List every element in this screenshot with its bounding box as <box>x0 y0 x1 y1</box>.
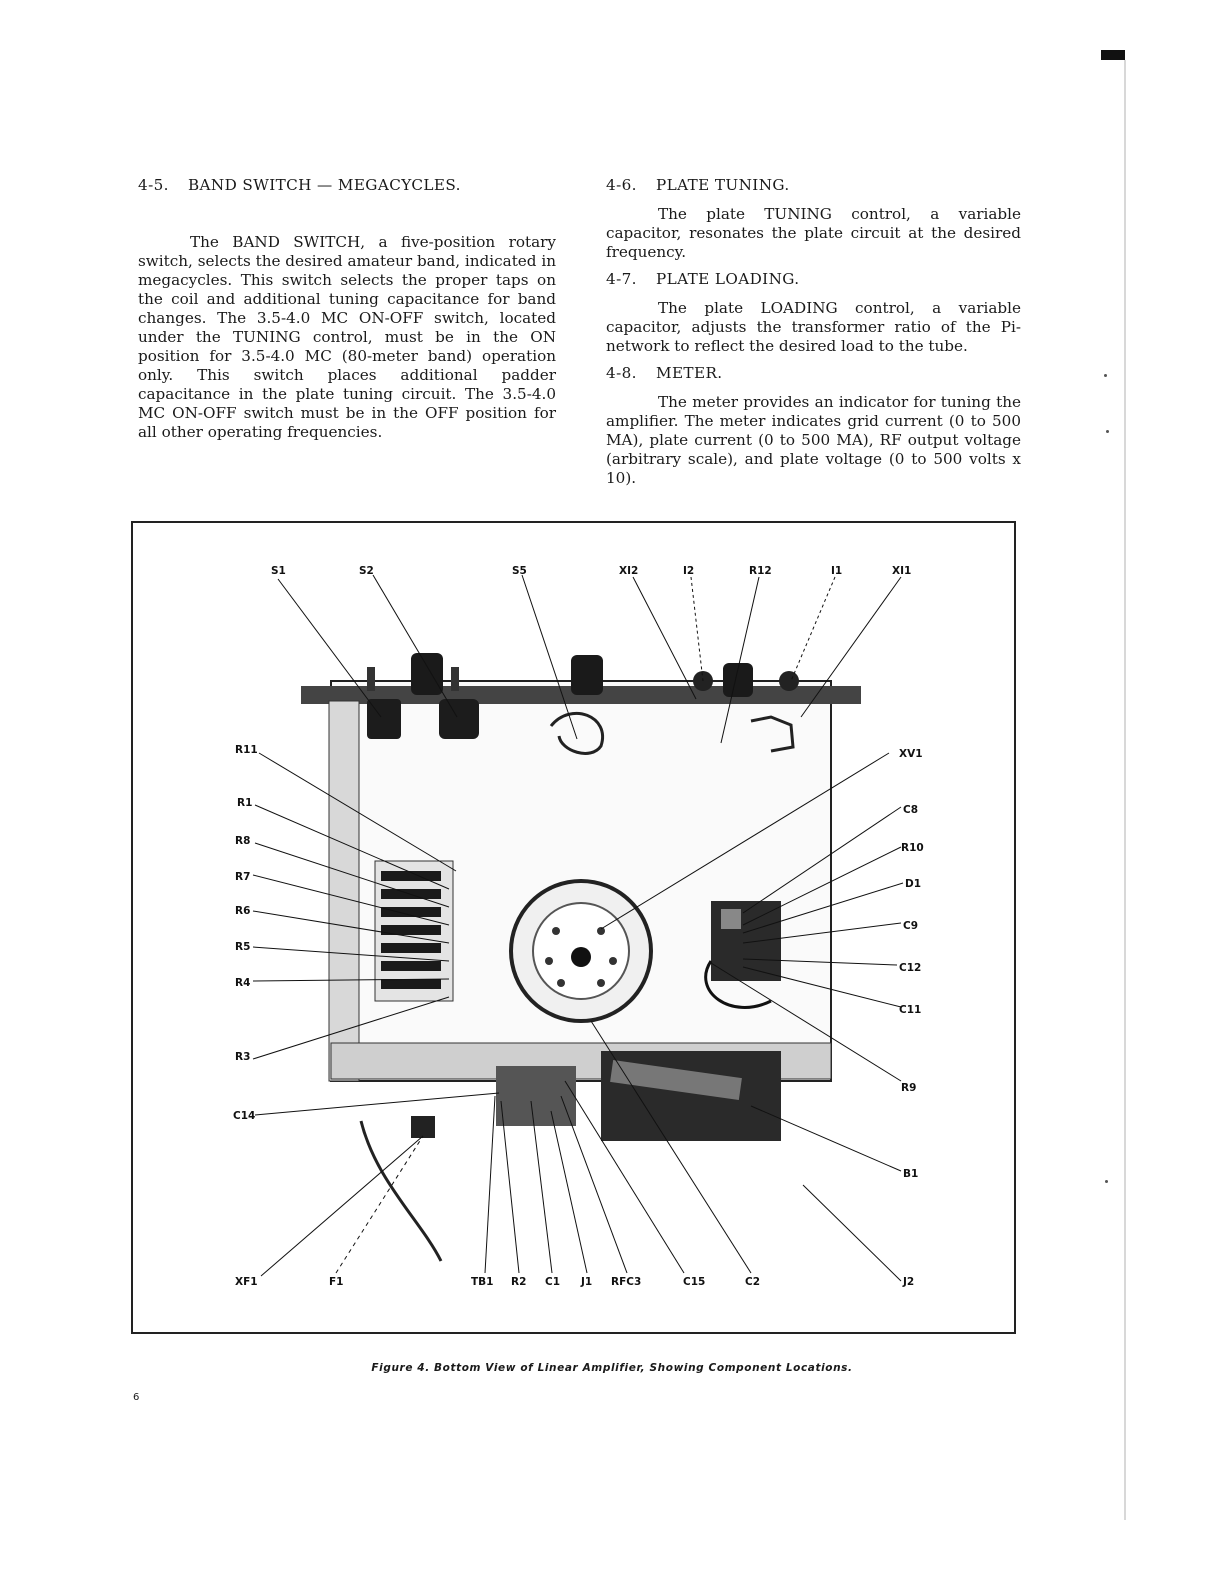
callout-s5: S5 <box>512 565 527 577</box>
callout-c14: C14 <box>233 1110 256 1122</box>
callout-r3: R3 <box>235 1051 251 1063</box>
section-heading-4-8 <box>606 364 1021 383</box>
callout-r5: R5 <box>235 941 251 953</box>
shaft <box>367 667 375 691</box>
knob <box>411 653 443 695</box>
callout-xf1: XF1 <box>235 1276 258 1288</box>
section-number: 4-5. <box>138 176 169 194</box>
callout-b1: B1 <box>903 1168 919 1180</box>
shaft <box>451 667 459 691</box>
section-number: 4-7. <box>606 270 637 288</box>
binding-mark <box>1101 50 1125 60</box>
callout-r7: R7 <box>235 871 251 883</box>
right-column <box>606 176 1021 488</box>
section-heading-4-5 <box>138 176 556 195</box>
callout-c12: C12 <box>899 962 922 974</box>
section-heading-4-6 <box>606 176 1021 195</box>
chassis-photo <box>131 521 1016 1334</box>
callout-c2: C2 <box>745 1276 761 1288</box>
section-title: METER. <box>656 364 723 382</box>
callout-xv1: XV1 <box>899 748 923 760</box>
speck <box>1104 374 1107 377</box>
callout-j2: J2 <box>903 1276 915 1288</box>
callout-c8: C8 <box>903 804 919 816</box>
callout-tb1: TB1 <box>471 1276 494 1288</box>
speck <box>1105 1180 1108 1183</box>
section-number: 4-8. <box>606 364 637 382</box>
component-cluster <box>496 1066 576 1126</box>
section-title: PLATE TUNING. <box>656 176 790 194</box>
callout-s2: S2 <box>359 565 374 577</box>
callout-j1: J1 <box>581 1276 593 1288</box>
knob <box>571 655 603 695</box>
fuse-holder <box>411 1116 435 1138</box>
callout-c9: C9 <box>903 920 919 932</box>
callout-xi1: XI1 <box>892 565 912 577</box>
speck <box>1106 430 1109 433</box>
callout-r6: R6 <box>235 905 251 917</box>
section-number: 4-6. <box>606 176 637 194</box>
callout-rfc3: RFC3 <box>611 1276 642 1288</box>
callout-d1: D1 <box>905 878 922 890</box>
section-heading-4-7 <box>606 270 1021 289</box>
section-title: PLATE LOADING. <box>656 270 800 288</box>
section-body-4-8: The meter provides an indicator for tuning the amplifier. The meter indicates grid current (0 to 500 MA), plate current (0 to 500 MA), RF output voltage (arbitrary scale), and plate voltage (0 to 500 volts x 10). <box>606 393 1021 487</box>
left-column <box>138 176 556 442</box>
callout-r10: R10 <box>901 842 924 854</box>
callout-r12: R12 <box>749 565 772 577</box>
section-body-4-6: The plate TUNING control, a variable capacitor, resonates the plate circuit at the desired frequency. <box>606 205 1021 261</box>
callout-c15: C15 <box>683 1276 706 1288</box>
callout-r9: R9 <box>901 1082 917 1094</box>
left-rail <box>329 701 359 1081</box>
callout-r11: R11 <box>235 744 258 756</box>
callout-c11: C11 <box>899 1004 922 1016</box>
switch-s2 <box>439 699 479 739</box>
section-body-4-5: The BAND SWITCH, a five-position rotary switch, selects the desired amateur band, indicated in megacycles. This switch selects the proper taps on the coil and additional tuning capacitance for band changes. The 3.5-4.0 MC ON-OFF switch, located under the TUNING control, must be in the ON position for 3.5-4.0 MC (80-meter band) operation only. This switch places additional padder capacitance in the plate tuning circuit. The 3.5-4.0 MC ON-OFF switch must be in the OFF position for all other operating frequencies. <box>138 233 556 441</box>
section-body-4-7: The plate LOADING control, a variable capacitor, adjusts the transformer ratio of the Pi-network to reflect the desired load to the tube. <box>606 299 1021 355</box>
callout-i2: I2 <box>683 565 695 577</box>
callout-f1: F1 <box>329 1276 344 1288</box>
callout-r1: R1 <box>237 797 253 809</box>
figure-caption: Figure 4. Bottom View of Linear Amplifier, Showing Component Locations. <box>371 1362 853 1374</box>
callout-xi2: XI2 <box>619 565 639 577</box>
section-title: BAND SWITCH — MEGACYCLES. <box>188 176 461 194</box>
page-edge-shadow <box>1124 60 1126 1520</box>
callout-s1: S1 <box>271 565 286 577</box>
callout-r8: R8 <box>235 835 251 847</box>
callout-r2: R2 <box>511 1276 527 1288</box>
callout-i1: I1 <box>831 565 843 577</box>
power-cord <box>361 1121 441 1261</box>
page-number: 6 <box>133 1392 140 1403</box>
pilot-lamp <box>779 671 799 691</box>
callout-c1: C1 <box>545 1276 561 1288</box>
callout-r4: R4 <box>235 977 251 989</box>
